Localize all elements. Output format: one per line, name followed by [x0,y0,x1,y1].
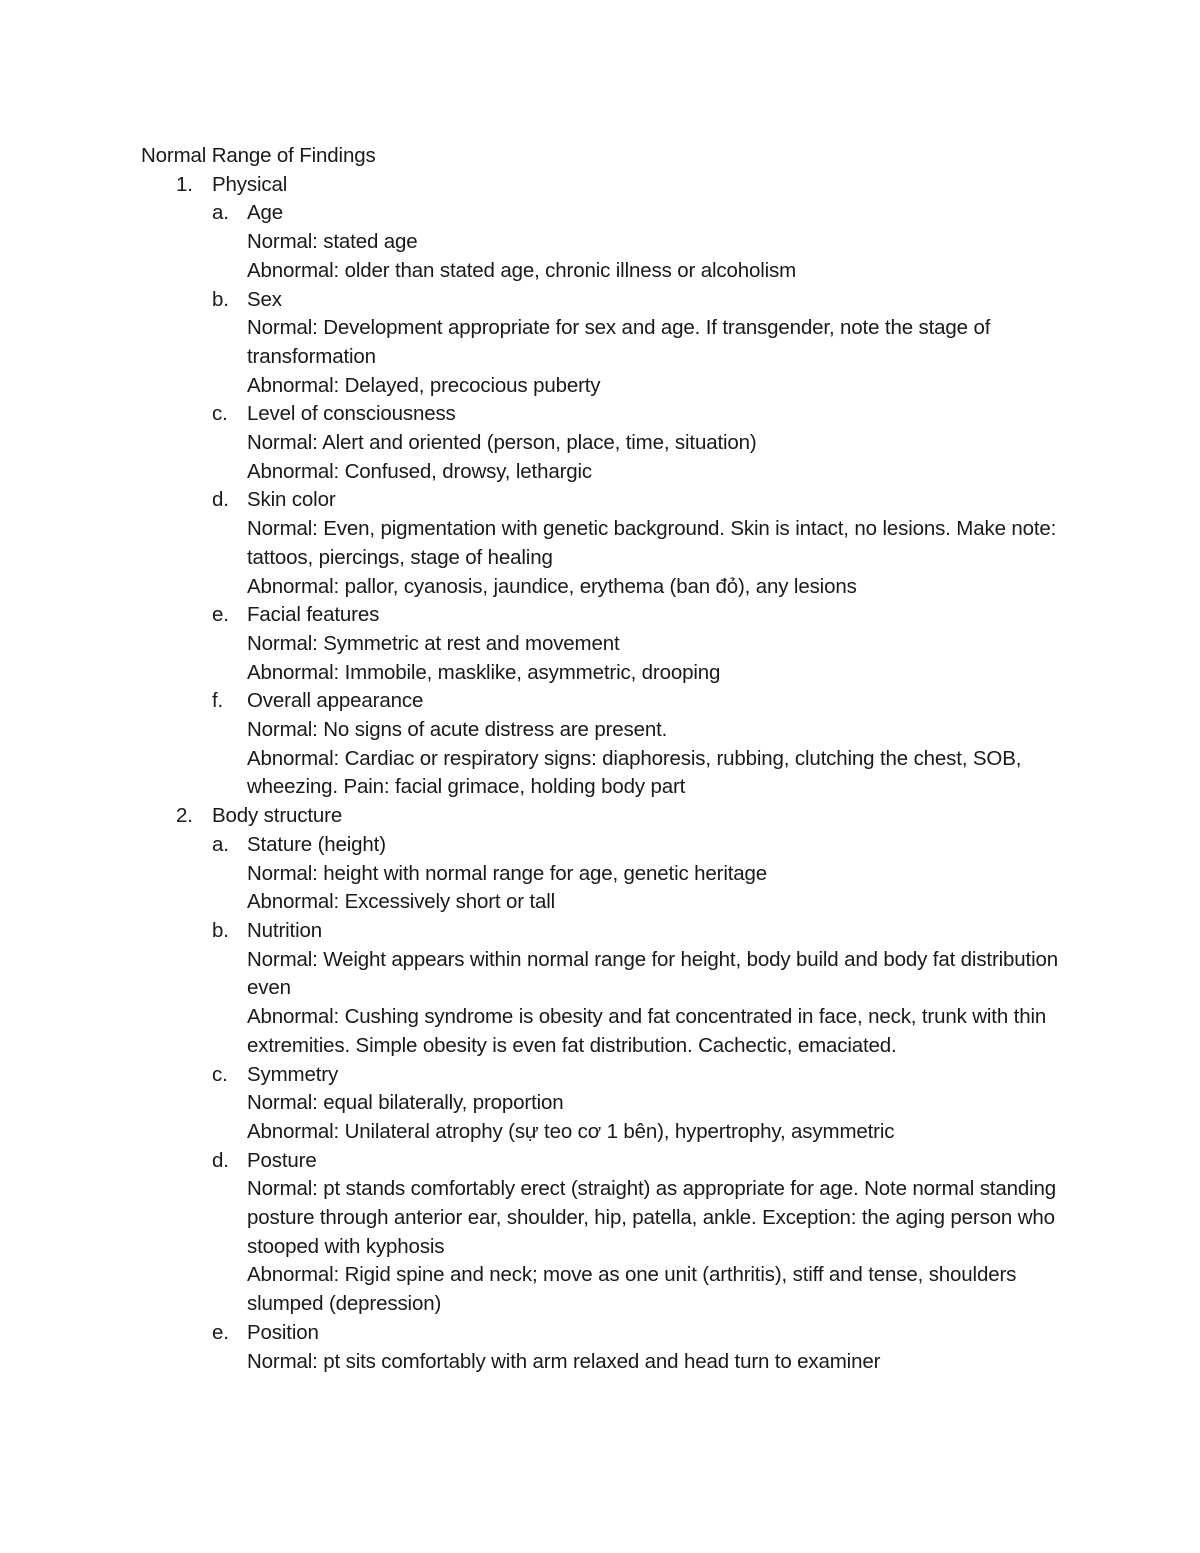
item-abnormal: Abnormal: Delayed, precocious puberty [247,373,601,397]
item-letter: f. [212,689,224,713]
item-abnormal: Abnormal: Rigid spine and neck; move as one unit (arthritis), stiff and tense, shoulders slumped (depression) [247,1263,1017,1316]
item-sex [212,286,1071,401]
document-body [141,142,1071,1376]
item-heading: Facial features [247,603,380,627]
item-letter: d. [212,488,229,512]
item-heading: Stature (height) [247,832,386,856]
item-normal: Normal: stated age [247,230,418,254]
item-heading: Skin color [247,488,336,512]
item-letter: c. [212,402,228,426]
item-skin-color [212,486,1071,601]
item-letter: d. [212,1148,229,1172]
item-abnormal: Abnormal: Cushing syndrome is obesity and fat concentrated in face, neck, trunk with thin extremities. Simple obesity is even fat distribution. Cachectic, emaciated. [247,1005,1047,1057]
section-physical [141,171,1071,802]
item-normal: Normal: equal bilaterally, proportion [247,1091,564,1115]
item-nutrition [212,917,1071,1061]
item-heading: Sex [247,287,282,311]
item-abnormal: Abnormal: Unilateral atrophy (sự teo cơ 1 bên), hypertrophy, asymmetric [247,1119,895,1143]
item-symmetry [212,1061,1071,1147]
item-normal: Normal: pt stands comfortably erect (straight) as appropriate for age. Note normal standing posture through anterior ear, shoulder, hip, patella, ankle. Exception: the aging person who stooped with kyphosis [247,1177,1057,1258]
section-number: 1. [176,172,193,196]
item-heading: Age [247,201,284,225]
item-facial-features [212,601,1071,687]
item-normal: Normal: Development appropriate for sex and age. If transgender, note the stage of transformation [247,316,991,368]
item-letter: e. [212,1320,229,1344]
item-heading: Symmetry [247,1062,339,1086]
section-heading: Body structure [212,804,343,828]
item-abnormal: Abnormal: Confused, drowsy, lethargic [247,459,593,483]
item-age [212,199,1071,285]
item-normal: Normal: Alert and oriented (person, place, time, situation) [247,431,757,455]
item-letter: e. [212,603,229,627]
item-normal: Normal: Weight appears within normal range for height, body build and body fat distribution even [247,947,1058,1000]
item-heading: Position [247,1320,319,1344]
item-normal: Normal: height with normal range for age, genetic heritage [247,861,768,885]
item-abnormal: Abnormal: pallor, cyanosis, jaundice, erythema (ban đỏ), any lesions [247,574,857,598]
section-body-structure [141,802,1071,1376]
item-letter: c. [212,1062,228,1086]
item-normal: Normal: Symmetric at rest and movement [247,631,620,655]
item-heading: Nutrition [247,918,322,942]
section-heading: Physical [212,172,288,196]
item-normal: Normal: pt sits comfortably with arm relaxed and head turn to examiner [247,1349,881,1373]
item-letter: b. [212,287,229,311]
item-heading: Overall appearance [247,689,424,713]
item-abnormal: Abnormal: Immobile, masklike, asymmetric, drooping [247,660,721,684]
item-abnormal: Abnormal: Excessively short or tall [247,890,556,914]
item-normal: Normal: No signs of acute distress are present. [247,718,668,742]
item-abnormal: Abnormal: Cardiac or respiratory signs: diaphoresis, rubbing, clutching the chest, SOB, wheezing. Pain: facial grimace, holding body part [247,746,1022,799]
item-overall-appearance [212,687,1071,802]
item-abnormal: Abnormal: older than stated age, chronic illness or alcoholism [247,258,797,282]
item-letter: b. [212,918,229,942]
item-posture [212,1147,1071,1319]
document-title: Normal Range of Findings [141,144,376,167]
item-position [212,1319,1071,1376]
item-stature [212,831,1071,917]
item-heading: Posture [247,1148,317,1172]
item-heading: Level of consciousness [247,402,456,426]
section-number: 2. [176,804,193,828]
item-letter: a. [212,832,229,856]
item-letter: a. [212,201,229,225]
item-normal: Normal: Even, pigmentation with genetic background. Skin is intact, no lesions. Make note: tattoos, piercings, stage of healing [247,517,1057,569]
item-level-of-consciousness [212,400,1071,486]
